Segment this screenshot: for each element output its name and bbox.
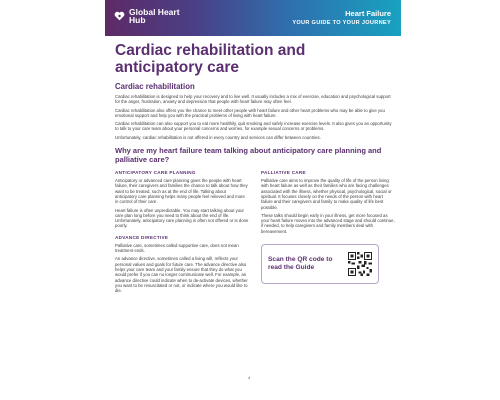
- two-column-section: [115, 168, 395, 296]
- pc-paragraph: These talks should begin early in your illness, get more focused as your heart failure moves into the advanced stage and should continue, if needed, to help caregivers and family members deal with bereavement.: [261, 212, 395, 234]
- ad-paragraph: Palliative care, sometimes called supportive care, does not mean treatment ends.: [115, 242, 239, 254]
- brand-name: Global Heart Hub: [129, 7, 180, 25]
- qr-callout: [261, 244, 379, 284]
- brand-logo: [114, 8, 181, 24]
- page-title: Cardiac rehabilitation and anticipatory care: [115, 42, 306, 76]
- qr-code-icon[interactable]: [348, 252, 372, 276]
- subheading-palliative-care: PALLIATIVE CARE: [261, 170, 306, 176]
- heart-icon: [114, 11, 125, 21]
- rehab-paragraph: Cardiac rehabilitation is designed to help your recovery and to live well. It usually includes a mix of exercise, education and psychological support for the anger, frustration, anxiety and depression that people with heart failure may often feel.: [115, 94, 391, 105]
- header-banner: [105, 0, 401, 36]
- series-subtitle: YOUR GUIDE TO YOUR JOURNEY: [292, 20, 391, 26]
- section-heading-rehab: Cardiac rehabilitation: [115, 82, 195, 91]
- series-title: Heart Failure: [345, 9, 391, 18]
- content-area: [115, 42, 395, 296]
- pc-paragraph: Palliative care aims to improve the quality of life of the person living with heart failure as well as their families who are facing challenges associated with the illness, whether physical, psychological, social or spiritual. It focuses closely on the needs of the person with heart failure and their caregivers and family to make quality of life best possible.: [261, 178, 392, 210]
- ad-paragraph: An advance directive, sometimes called a living will, reflects your personal values and goals for future care. The advance directive also helps your care team and your family ensure that they do what you would prefer if you can no longer communicate well. For example, an advance directive could indicate when to de-activate devices, whether you want to be resuscitated or not, or indicate where you would like to die.: [115, 256, 248, 294]
- qr-callout-text: Scan the QR code to read the Guide: [268, 256, 333, 272]
- left-column: [115, 168, 249, 296]
- rehab-paragraph: Unfortunately, cardiac rehabilitation is not offered in every country and services can differ between countries.: [115, 134, 321, 140]
- right-column: [261, 168, 395, 296]
- section-heading-why: Why are my heart failure team talking about anticipatory care planning and palliative care?: [115, 146, 382, 165]
- page-number: 4: [248, 375, 251, 380]
- subheading-advance-directive: ADVANCE DIRECTIVE: [115, 234, 169, 240]
- rehab-paragraph: Cardiac rehabilitation can also support you to eat more healthily, quit smoking and safely increase exercise levels. It also gives you an opportunity to talk to your care team about your personal concerns and worries, for example sexual concerns or problems.: [115, 121, 392, 132]
- acp-paragraph: Anticipatory or advanced care planning gives the people with heart failure, their caregivers and families the chance to talk about how they want to be treated, such as at the end of life. Talking about anticipatory care planning helps many people feel relieved and more in control of their care.: [115, 178, 248, 205]
- series-block: [292, 9, 391, 27]
- rehab-paragraph: Cardiac rehabilitation also offers you the chance to meet other people with heart failure and other heart problems who may be able to give you emotional support and help you with the practical problems of living with heart failure.: [115, 107, 385, 118]
- acp-paragraph: Heart failure is often unpredictable. You may start talking about your care plan long before you need to think about the end of life. Unfortunately, anticipatory care planning is often not offered or is done poorly.: [115, 207, 249, 229]
- subheading-anticipatory-care: ANTICIPATORY CARE PLANNING: [115, 170, 196, 176]
